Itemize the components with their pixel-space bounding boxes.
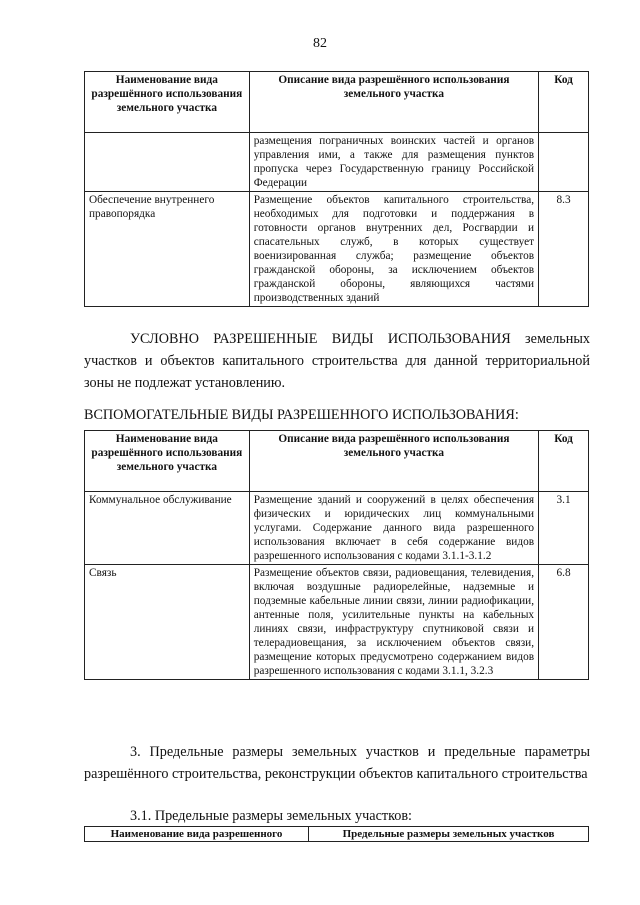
cell-code: 8.3 <box>539 192 589 307</box>
conditional-use-text: УСЛОВНО РАЗРЕШЕННЫЕ ВИДЫ ИСПОЛЬЗОВАНИЯ земельных участков и объектов капитального строительства для данной территориальной зоны не подлежат установлению. <box>84 331 590 391</box>
cell-name: Коммунальное обслуживание <box>85 492 250 565</box>
header-name: Наименование вида разрешённого использования земельного участка <box>85 72 250 133</box>
limits-subheading: 3.1. Предельные размеры земельных участков: <box>130 808 412 824</box>
cell-description: Размещение объектов связи, радиовещания, телевидения, включая воздушные радиорелейные, надземные и подземные кабельные линии связи, линии радиофикации, антенные поля, усилительные пункты на кабельных линиях связи, инфраструктуру спутниковой связи и телерадиовещания, за исключением объектов связи, размещение которых предусмотрено содержанием видов разрешенного использования с кодами 3.1.1, 3.2.3 <box>249 565 538 680</box>
header-description: Описание вида разрешённого использования земельного участка <box>249 431 538 492</box>
table-header-row <box>85 72 589 133</box>
cell-name: Обеспечение внутреннего правопорядка <box>85 192 250 307</box>
header-name: Наименование вида разрешённого использования земельного участка <box>85 431 250 492</box>
conditional-use-paragraph <box>84 328 590 394</box>
cell-description: Размещение объектов капитального строительства, необходимых для подготовки и поддержания в готовности органов внутренних дел, Росгвардии и спасательных служб, в которых существует военизированная служба; размещение объектов гражданской обороны, за исключением объектов гражданской обороны, являющихся частями производственных зданий <box>249 192 538 307</box>
table-row <box>85 565 589 680</box>
auxiliary-uses-heading: ВСПОМОГАТЕЛЬНЫЕ ВИДЫ РАЗРЕШЕННОГО ИСПОЛЬЗОВАНИЯ: <box>84 407 519 423</box>
header-name: Наименование вида разрешенного <box>85 827 309 842</box>
cell-name <box>85 133 250 192</box>
auxiliary-use-table <box>84 430 589 680</box>
header-limits: Предельные размеры земельных участков <box>309 827 589 842</box>
cell-description: размещения пограничных воинских частей и органов управления ими, а также для размещения пунктов пропуска через Государственную границу Российской Федерации <box>249 133 538 192</box>
header-code: Код <box>539 431 589 492</box>
cell-code: 3.1 <box>539 492 589 565</box>
table-header-row <box>85 827 589 842</box>
limits-paragraph <box>84 741 590 785</box>
page-number: 82 <box>313 36 327 51</box>
cell-code <box>539 133 589 192</box>
table-row <box>85 492 589 565</box>
header-description: Описание вида разрешённого использования земельного участка <box>249 72 538 133</box>
table-row <box>85 133 589 192</box>
cell-name: Связь <box>85 565 250 680</box>
cell-description: Размещение зданий и сооружений в целях обеспечения физических и юридических лиц коммунальными услугами. Содержание данного вида разрешенного использования включает в себя содержание видов разрешенного использования с кодами 3.1.1-3.1.2 <box>249 492 538 565</box>
plot-size-table <box>84 826 589 842</box>
limits-text: 3. Предельные размеры земельных участков и предельные параметры разрешённого строительства, реконструкции объектов капитального строительства <box>84 744 590 782</box>
header-code: Код <box>539 72 589 133</box>
table-row <box>85 192 589 307</box>
permitted-use-table <box>84 71 589 307</box>
cell-code: 6.8 <box>539 565 589 680</box>
table-header-row <box>85 431 589 492</box>
